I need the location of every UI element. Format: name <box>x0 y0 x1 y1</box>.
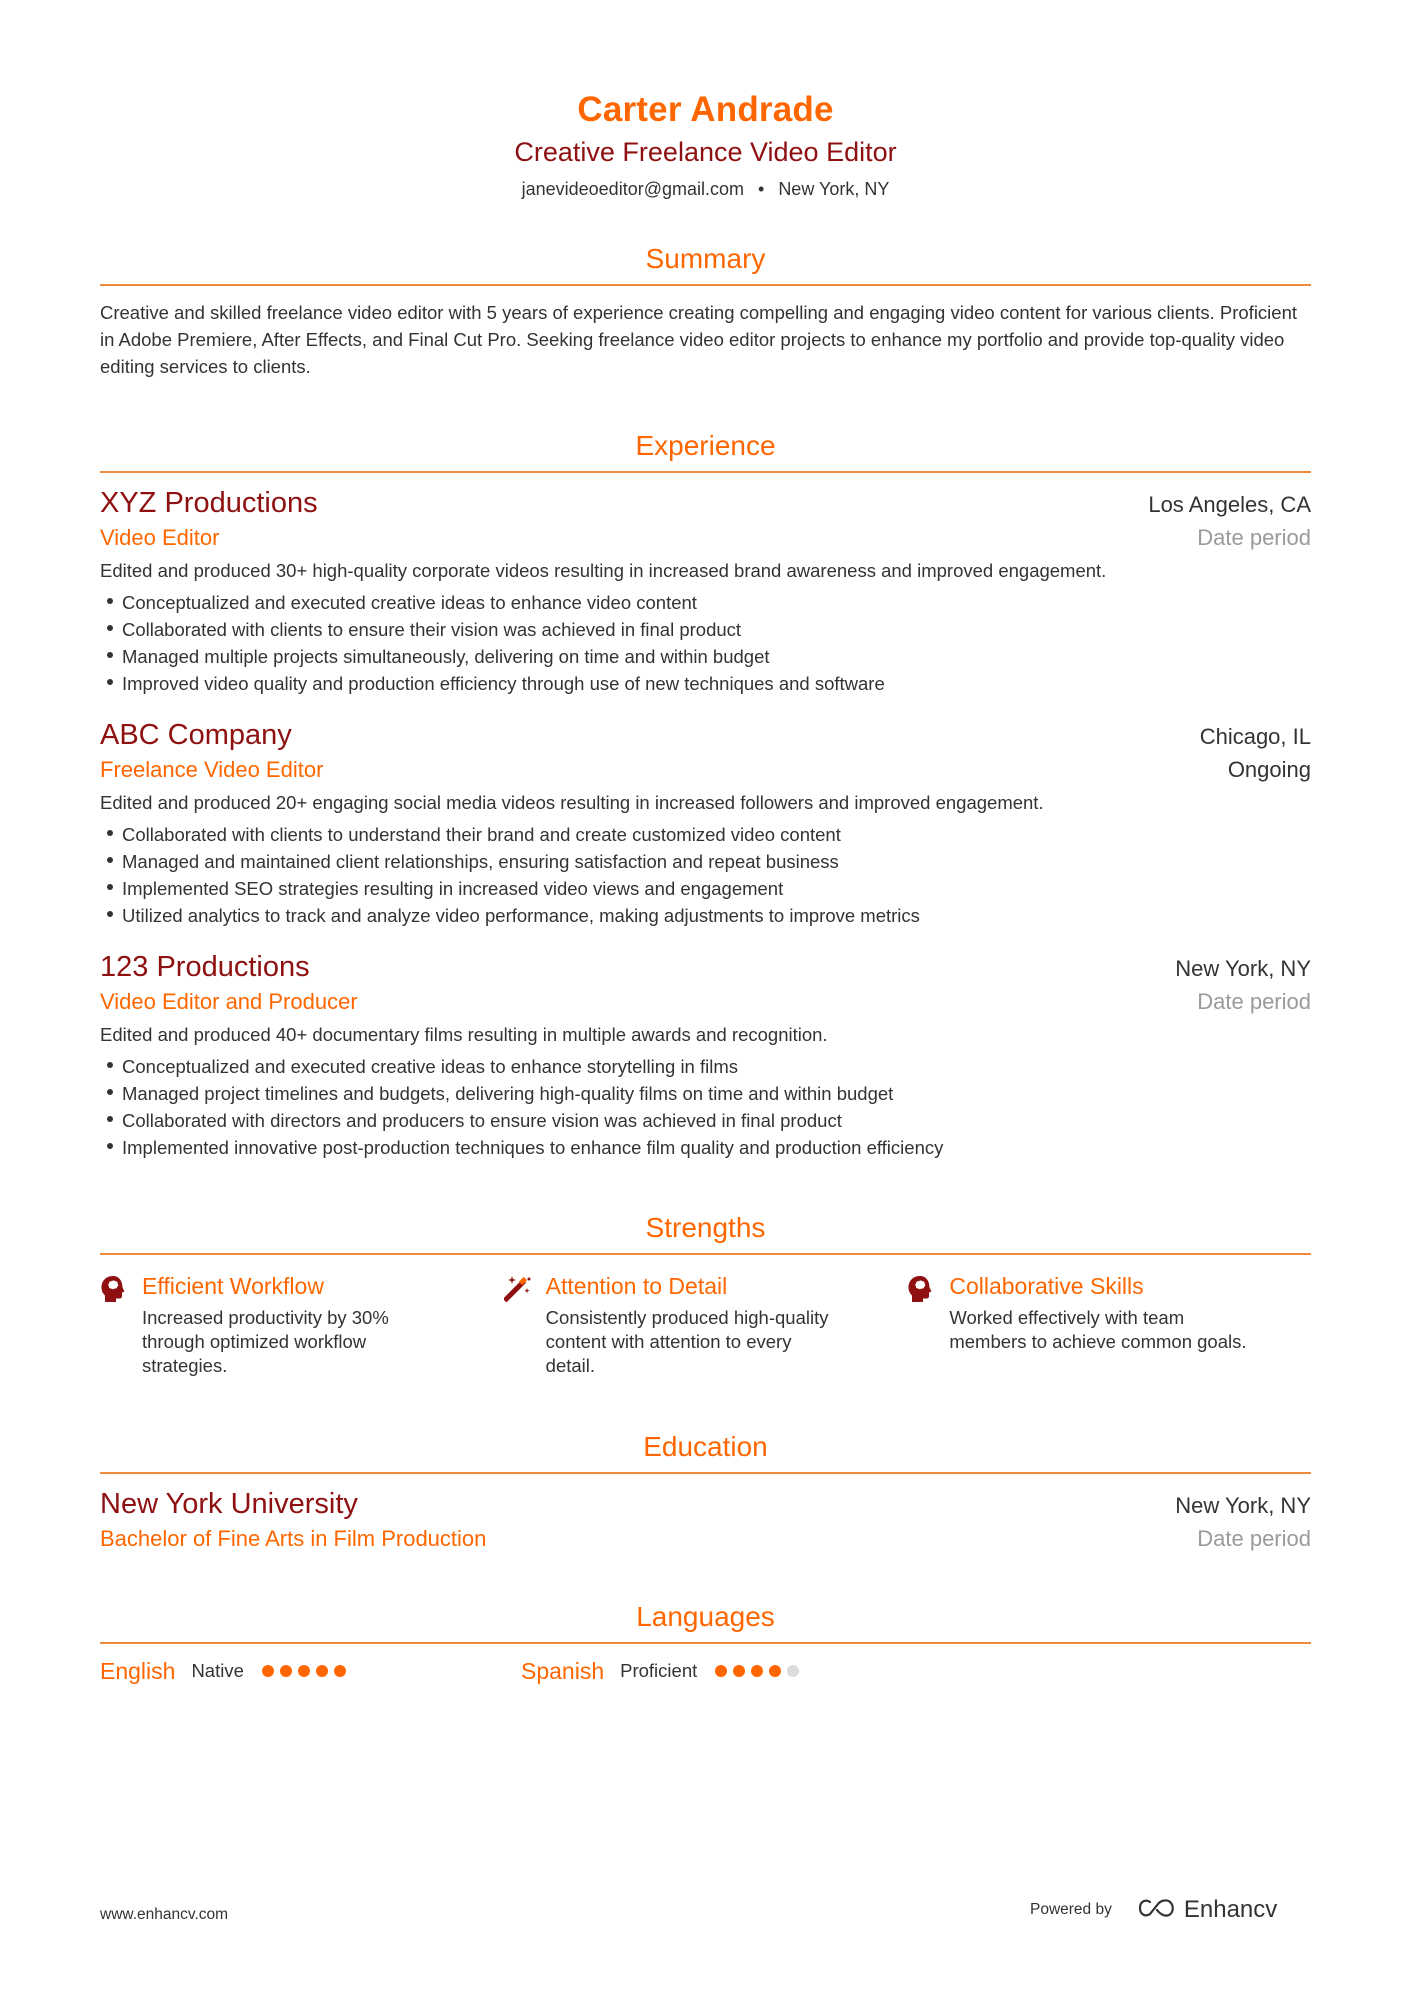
rating-dot-filled <box>280 1665 292 1677</box>
strengths-section <box>100 1211 1311 1378</box>
education-heading: Education <box>643 1431 768 1462</box>
strength-body <box>949 1271 1249 1378</box>
experience-bullets <box>100 589 1311 697</box>
strength-item <box>907 1271 1311 1378</box>
education-entry <box>100 1486 1311 1554</box>
bullet-item: Utilized analytics to track and analyze video performance, making adjustments to improve metrics <box>100 902 1311 929</box>
strength-body <box>546 1271 846 1378</box>
contact-email[interactable]: janevideoeditor@gmail.com <box>521 179 744 199</box>
strength-description: Increased productivity by 30% through optimized workflow strategies. <box>142 1307 389 1376</box>
experience-role-row <box>100 987 1311 1017</box>
rating-dot-filled <box>334 1665 346 1677</box>
strength-item <box>504 1271 908 1378</box>
education-school: New York University <box>100 1488 358 1520</box>
strength-body <box>142 1271 442 1378</box>
experience-role-row <box>100 755 1311 785</box>
bullet-item: Conceptualized and executed creative ideas to enhance video content <box>100 589 1311 616</box>
footer-branding <box>1030 1896 1277 1924</box>
experience-header-row <box>100 717 1311 755</box>
strength-title: Efficient Workflow <box>142 1273 324 1299</box>
bullet-item: Managed project timelines and budgets, delivering high-quality films on time and within budget <box>100 1080 1311 1107</box>
language-level: Proficient <box>620 1660 698 1681</box>
strengths-list <box>100 1271 1311 1378</box>
languages-heading: Languages <box>636 1601 775 1632</box>
footer-website[interactable]: www.enhancv.com <box>100 1906 229 1923</box>
summary-heading: Summary <box>645 243 766 274</box>
experience-header-row <box>100 485 1311 523</box>
experience-location: Chicago, IL <box>1199 724 1311 749</box>
resume-page <box>100 0 1311 1686</box>
contact-line <box>100 178 1311 200</box>
bullet-item: Implemented SEO strategies resulting in increased video views and engagement <box>100 875 1311 902</box>
strength-description: Consistently produced high-quality content with attention to every detail. <box>545 1307 829 1376</box>
experience-role: Freelance Video Editor <box>100 757 324 782</box>
rating-dot-filled <box>298 1665 310 1677</box>
bullet-item: Collaborated with clients to ensure their vision was achieved in final product <box>100 616 1311 643</box>
education-header-row <box>100 1486 1311 1524</box>
bullet-item: Managed and maintained client relationships, ensuring satisfaction and repeat business <box>100 848 1311 875</box>
rating-dot-filled <box>715 1665 727 1677</box>
rating-dot-filled <box>733 1665 745 1677</box>
summary-section <box>100 242 1311 380</box>
experience-period: Date period <box>1197 525 1311 550</box>
experience-entry <box>100 717 1311 929</box>
experience-description: Edited and produced 20+ engaging social media videos resulting in increased followers and improved engagement. <box>100 792 1044 813</box>
bullet-item: Collaborated with clients to understand their brand and create customized video content <box>100 821 1311 848</box>
experience-entry <box>100 485 1311 697</box>
summary-text: Creative and skilled freelance video editor with 5 years of experience creating compelling and engaging video content for various clients. Proficient in Adobe Premiere, After Effects, and Final Cut Pro. Seeking freelance video editor projects to enhance my portfolio and provide top-quality video editing services to clients. <box>100 302 1298 377</box>
brand-name: Enhancv <box>1183 1896 1278 1923</box>
experience-heading: Experience <box>635 430 776 461</box>
section-divider <box>100 471 1311 473</box>
candidate-title: Creative Freelance Video Editor <box>514 137 897 167</box>
strength-title: Collaborative Skills <box>949 1273 1144 1299</box>
languages-list <box>100 1656 1311 1686</box>
experience-description: Edited and produced 40+ documentary films resulting in multiple awards and recognition. <box>100 1024 828 1045</box>
magic-wand-icon <box>504 1271 546 1378</box>
experience-role: Video Editor and Producer <box>100 989 358 1014</box>
rating-dot-filled <box>769 1665 781 1677</box>
experience-period: Date period <box>1197 989 1311 1014</box>
language-rating <box>715 1665 805 1677</box>
experience-company: ABC Company <box>100 719 292 751</box>
experience-period: Ongoing <box>1227 757 1311 782</box>
rating-dot-filled <box>316 1665 328 1677</box>
education-location: New York, NY <box>1175 1493 1311 1518</box>
enhancv-logo-icon <box>1138 1898 1176 1923</box>
strength-item <box>100 1271 504 1378</box>
languages-section <box>100 1600 1311 1686</box>
contact-location: New York, NY <box>778 179 890 199</box>
section-divider <box>100 1253 1311 1255</box>
language-level: Native <box>191 1660 244 1681</box>
bullet-item: Improved video quality and production efficiency through use of new techniques and software <box>100 670 1311 697</box>
section-divider <box>100 1472 1311 1474</box>
experience-location: Los Angeles, CA <box>1148 492 1311 517</box>
experience-entry <box>100 949 1311 1161</box>
resume-header <box>100 0 1311 200</box>
strength-description: Worked effectively with team members to achieve common goals. <box>949 1307 1247 1352</box>
experience-description: Edited and produced 30+ high-quality corporate videos resulting in increased brand awareness and improved engagement. <box>100 560 1107 581</box>
education-degree: Bachelor of Fine Arts in Film Production <box>100 1526 487 1551</box>
rating-dot-empty <box>787 1665 799 1677</box>
section-divider <box>100 1642 1311 1644</box>
experience-role: Video Editor <box>100 525 220 550</box>
experience-role-row <box>100 523 1311 553</box>
education-section <box>100 1430 1311 1554</box>
head-brain-icon <box>907 1271 949 1378</box>
language-rating <box>262 1665 352 1677</box>
section-divider <box>100 284 1311 286</box>
language-item <box>100 1656 521 1686</box>
language-name: English <box>100 1658 176 1684</box>
contact-separator: • <box>758 179 765 199</box>
rating-dot-filled <box>751 1665 763 1677</box>
experience-section <box>100 429 1311 1161</box>
experience-bullets <box>100 1053 1311 1161</box>
bullet-item: Managed multiple projects simultaneously, delivering on time and within budget <box>100 643 1311 670</box>
bullet-item: Conceptualized and executed creative ideas to enhance storytelling in films <box>100 1053 1311 1080</box>
education-period: Date period <box>1197 1526 1311 1551</box>
experience-header-row <box>100 949 1311 987</box>
language-name: Spanish <box>521 1658 605 1684</box>
candidate-name: Carter Andrade <box>577 90 834 129</box>
experience-company: 123 Productions <box>100 951 310 983</box>
strengths-heading: Strengths <box>645 1212 766 1243</box>
experience-bullets <box>100 821 1311 929</box>
language-item <box>521 1656 942 1686</box>
experience-location: New York, NY <box>1175 956 1311 981</box>
rating-dot-filled <box>262 1665 274 1677</box>
bullet-item: Collaborated with directors and producers to ensure vision was achieved in final product <box>100 1107 1311 1134</box>
education-degree-row <box>100 1524 1311 1554</box>
powered-by-label: Powered by <box>1030 1901 1112 1918</box>
strength-title: Attention to Detail <box>545 1273 728 1299</box>
bullet-item: Implemented innovative post-production techniques to enhance film quality and production efficiency <box>100 1134 1311 1161</box>
experience-company: XYZ Productions <box>100 487 318 519</box>
head-brain-icon <box>100 1271 142 1378</box>
